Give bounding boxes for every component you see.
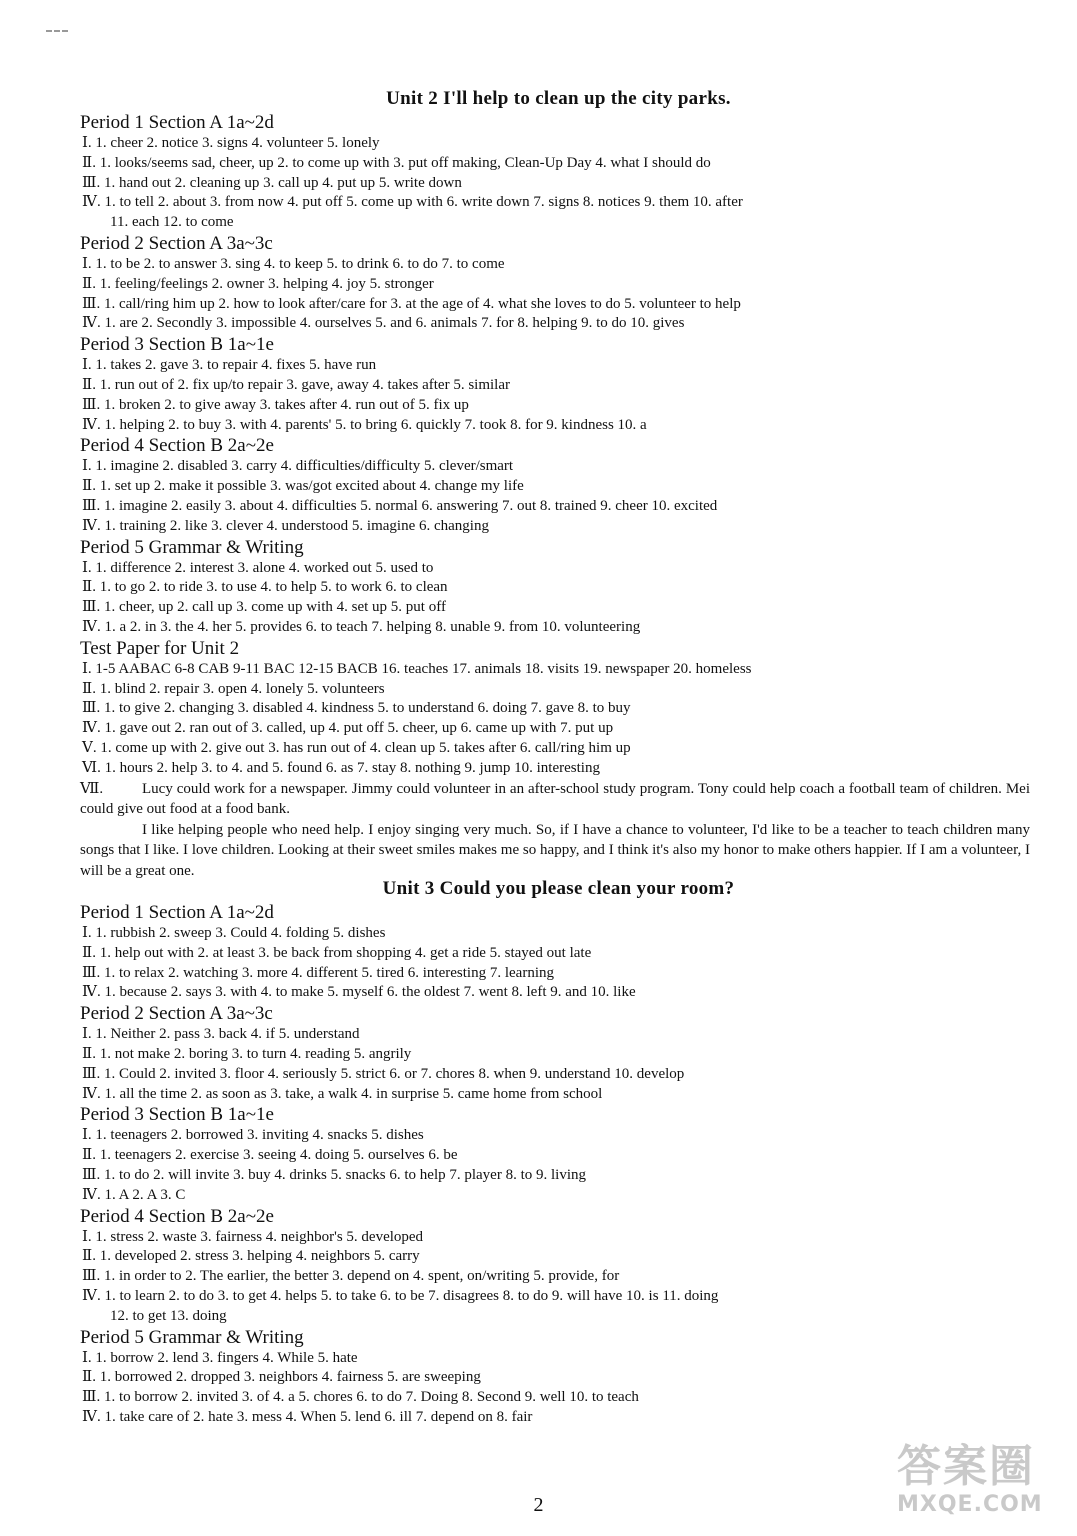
answer-line: Ⅱ. 1. developed 2. stress 3. helping 4. neighbors 5. carry xyxy=(82,1248,420,1265)
unit-2-answers xyxy=(80,112,1030,881)
answer-line: Ⅳ. 1. training 2. like 3. clever 4. understood 5. imagine 6. changing xyxy=(82,517,489,534)
writing-text-1: Lucy could work for a newspaper. Jimmy could volunteer in an after-school study program. Tony could help coach a football team of children. Mei could give out food at a food bank. xyxy=(80,780,1030,818)
answer-line: Ⅲ. 1. to do 2. will invite 3. buy 4. drinks 5. snacks 6. to help 7. player 8. to 9. living xyxy=(82,1166,587,1183)
answer-line: Ⅲ. 1. imagine 2. easily 3. about 4. difficulties 5. normal 6. answering 7. out 8. trained 9. cheer 10. excited xyxy=(82,497,718,514)
answer-line: Ⅲ. 1. cheer, up 2. call up 3. come up with 4. set up 5. put off xyxy=(82,599,446,616)
answer-line: Ⅲ. 1. call/ring him up 2. how to look after/care for 3. at the age of 4. what she loves to do 5. volunteer to help xyxy=(82,295,741,312)
answer-line: Ⅰ. 1. borrow 2. lend 3. fingers 4. While 5. hate xyxy=(82,1349,358,1366)
answer-line: 11. each 12. to come xyxy=(110,214,234,231)
unit-3-title: Unit 3 Could you please clean your room? xyxy=(382,878,735,899)
answer-line: Ⅱ. 1. teenagers 2. exercise 3. seeing 4. doing 5. ourselves 6. be xyxy=(82,1147,458,1164)
answer-line: Ⅱ. 1. blind 2. repair 3. open 4. lonely 5. volunteers xyxy=(82,680,385,697)
answer-line: Ⅰ. 1. rubbish 2. sweep 3. Could 4. folding 5. dishes xyxy=(82,925,386,941)
answer-line: Ⅱ. 1. run out of 2. fix up/to repair 3. gave, away 4. takes after 5. similar xyxy=(82,376,510,393)
period-heading: Period 5 Grammar & Writing xyxy=(80,1326,304,1348)
writing-paragraph-1 xyxy=(80,779,1030,820)
period-heading: Period 2 Section A 3a~3c xyxy=(80,232,273,254)
answer-line: Ⅵ. 1. hours 2. help 3. to 4. and 5. found 6. as 7. stay 8. nothing 9. jump 10. interesting xyxy=(82,759,600,776)
period-heading: Period 1 Section A 1a~2d xyxy=(80,112,274,133)
period-heading: Period 4 Section B 2a~2e xyxy=(80,1205,274,1227)
answer-line: Ⅲ. 1. to give 2. changing 3. disabled 4. kindness 5. to understand 6. doing 7. gave 8. to buy xyxy=(82,700,631,717)
unit-2-title: Unit 2 I'll help to clean up the city parks. xyxy=(386,88,731,109)
answer-line: Ⅰ. 1. teenagers 2. borrowed 3. inviting 4. snacks 5. dishes xyxy=(82,1127,424,1144)
answer-line: Ⅳ. 1. to tell 2. about 3. from now 4. put off 5. come up with 6. write down 7. signs 8. notices 9. them 10. after xyxy=(82,194,743,211)
answer-line: 12. to get 13. doing xyxy=(110,1307,227,1324)
answer-line: Ⅰ. 1. imagine 2. disabled 3. carry 4. difficulties/difficulty 5. clever/smart xyxy=(82,458,514,475)
answer-line: Ⅰ. 1-5 AABAC 6-8 CAB 9-11 BAC 12-15 BACB 16. teaches 17. animals 18. visits 19. newspaper 20. homeless xyxy=(82,660,752,677)
watermark-url: MXQE.COM xyxy=(897,1492,1043,1517)
writing-numeral: Ⅶ. xyxy=(80,780,104,797)
page-number: 2 xyxy=(533,1494,544,1516)
answer-line: Ⅱ. 1. help out with 2. at least 3. be back from shopping 4. get a ride 5. stayed out late xyxy=(82,944,592,961)
answer-line: Ⅳ. 1. a 2. in 3. the 4. her 5. provides 6. to teach 7. helping 8. unable 9. from 10. volunteering xyxy=(82,618,641,635)
answer-line: Ⅳ. 1. to learn 2. to do 3. to get 4. helps 5. to take 6. to be 7. disagrees 8. to do 9. will have 10. is 11. doing xyxy=(82,1287,719,1304)
answer-line: Ⅳ. 1. A 2. A 3. C xyxy=(82,1186,186,1203)
unit-2-heading-wrap xyxy=(0,88,1077,110)
corner-mark xyxy=(46,30,68,34)
answer-line: Ⅳ. 1. take care of 2. hate 3. mess 4. When 5. lend 6. ill 7. depend on 8. fair xyxy=(82,1408,533,1425)
answer-line: Ⅳ. 1. gave out 2. ran out of 3. called, up 4. put off 5. cheer, up 6. came up with 7. put up xyxy=(82,720,614,737)
answer-line: Ⅳ. 1. all the time 2. as soon as 3. take, a walk 4. in surprise 5. came home from school xyxy=(82,1085,603,1102)
answer-line: Ⅰ. 1. cheer 2. notice 3. signs 4. volunteer 5. lonely xyxy=(82,135,380,151)
answer-line: Ⅳ. 1. because 2. says 3. with 4. to make 5. myself 6. the oldest 7. went 8. left 9. and 10. like xyxy=(82,984,636,1001)
answer-line: Ⅰ. 1. difference 2. interest 3. alone 4. worked out 5. used to xyxy=(82,559,434,576)
answer-line: Ⅴ. 1. come up with 2. give out 3. has run out of 4. clean up 5. takes after 6. call/ring him up xyxy=(82,739,631,756)
period-heading: Period 3 Section B 1a~1e xyxy=(80,334,274,356)
answer-line: Ⅲ. 1. to borrow 2. invited 3. of 4. a 5. chores 6. to do 7. Doing 8. Second 9. well 10. to teach xyxy=(82,1389,639,1406)
watermark-logo xyxy=(897,1442,1067,1530)
answer-line: Ⅲ. 1. in order to 2. The earlier, the better 3. depend on 4. spent, on/writing 5. provide, for xyxy=(82,1268,620,1285)
period-heading: Test Paper for Unit 2 xyxy=(80,637,240,659)
answer-line: Ⅳ. 1. are 2. Secondly 3. impossible 4. ourselves 5. and 6. animals 7. for 8. helping 9. to do 10. gives xyxy=(82,315,685,332)
period-heading: Period 3 Section B 1a~1e xyxy=(80,1104,274,1126)
answer-line: Ⅰ. 1. takes 2. gave 3. to repair 4. fixes 5. have run xyxy=(82,357,377,374)
watermark-chinese: 答案圈 xyxy=(897,1441,1035,1492)
answer-line: Ⅲ. 1. to relax 2. watching 3. more 4. different 5. tired 6. interesting 7. learning xyxy=(82,964,554,981)
answer-line: Ⅱ. 1. not make 2. boring 3. to turn 4. reading 5. angrily xyxy=(82,1045,412,1062)
answer-line: Ⅱ. 1. set up 2. make it possible 3. was/got excited about 4. change my life xyxy=(82,478,524,495)
answer-line: Ⅰ. 1. stress 2. waste 3. fairness 4. neighbor's 5. developed xyxy=(82,1228,424,1245)
answer-line: Ⅱ. 1. borrowed 2. dropped 3. neighbors 4. fairness 5. are sweeping xyxy=(82,1369,481,1386)
period-heading: Period 4 Section B 2a~2e xyxy=(80,435,274,457)
answer-line: Ⅰ. 1. to be 2. to answer 3. sing 4. to keep 5. to drink 6. to do 7. to come xyxy=(82,255,505,272)
answer-line: Ⅲ. 1. hand out 2. cleaning up 3. call up 4. put up 5. write down xyxy=(82,174,462,191)
answer-line: Ⅱ. 1. to go 2. to ride 3. to use 4. to help 5. to work 6. to clean xyxy=(82,579,448,596)
period-heading: Period 5 Grammar & Writing xyxy=(80,536,304,558)
period-heading: Period 2 Section A 3a~3c xyxy=(80,1003,273,1025)
answer-line: Ⅳ. 1. helping 2. to buy 3. with 4. parents' 5. to bring 6. quickly 7. took 8. for 9. kindness 10. a xyxy=(82,416,647,433)
unit-3-answers xyxy=(80,902,1030,1428)
answer-line: Ⅰ. 1. Neither 2. pass 3. back 4. if 5. understand xyxy=(82,1026,360,1043)
answer-line: Ⅱ. 1. looks/seems sad, cheer, up 2. to come up with 3. put off making, Clean-Up Day 4. what I should do xyxy=(82,154,711,171)
answer-line: Ⅲ. 1. broken 2. to give away 3. takes after 4. run out of 5. fix up xyxy=(82,396,469,413)
answer-line: Ⅱ. 1. feeling/feelings 2. owner 3. helping 4. joy 5. stronger xyxy=(82,275,434,292)
unit-3-heading-wrap xyxy=(0,878,1077,900)
period-heading: Period 1 Section A 1a~2d xyxy=(80,902,274,923)
answer-line: Ⅲ. 1. Could 2. invited 3. floor 4. seriously 5. strict 6. or 7. chores 8. when 9. understand 10. develop xyxy=(82,1065,685,1082)
writing-paragraph-2: I like helping people who need help. I enjoy singing very much. So, if I have a chance to volunteer, I'd like to be a teacher to teach children many songs that I like. I love children. Looking at their sweet smiles makes me so happy, and I think it's also my honor to make others happier. If I am a volunteer, I will be a great one. xyxy=(80,821,1030,879)
